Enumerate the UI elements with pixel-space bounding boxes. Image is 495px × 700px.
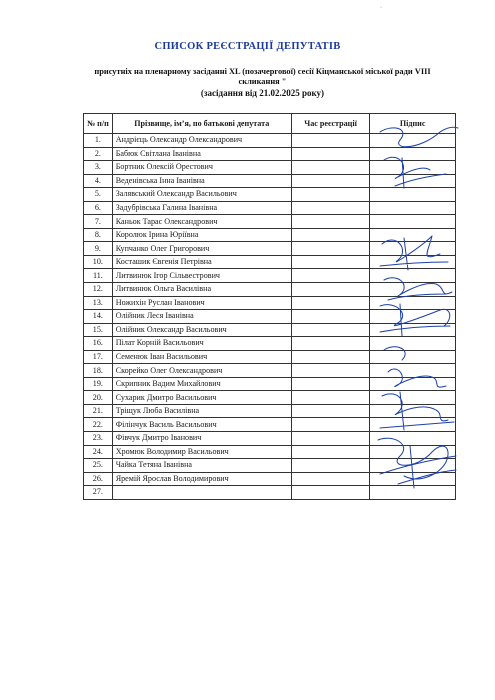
signature-cell — [370, 296, 456, 310]
signature-cell — [370, 269, 456, 283]
row-number: 16. — [84, 337, 113, 351]
table-row — [84, 188, 456, 202]
signature-cell — [370, 215, 456, 229]
signature-cell — [370, 201, 456, 215]
deputy-name: Олійник Олександр Васильович — [112, 323, 291, 337]
registration-time — [291, 459, 370, 473]
registration-time — [291, 134, 370, 148]
registration-time — [291, 283, 370, 297]
row-number: 26. — [84, 472, 113, 486]
table-row — [84, 432, 456, 446]
deputy-name: Яремій Ярослав Володимирович — [112, 472, 291, 486]
table-row — [84, 404, 456, 418]
signature-cell — [370, 323, 456, 337]
deputy-name: Залявський Олександр Васильович — [112, 188, 291, 202]
row-number: 12. — [84, 283, 113, 297]
registration-time — [291, 445, 370, 459]
registration-time — [291, 201, 370, 215]
signature-cell — [370, 418, 456, 432]
table-row — [84, 283, 456, 297]
registration-time — [291, 188, 370, 202]
row-number: 18. — [84, 364, 113, 378]
deputy-name: Бортник Олексій Орестович — [112, 161, 291, 175]
registration-time — [291, 296, 370, 310]
deputy-name: Андрієць Олександр Олександрович — [112, 134, 291, 148]
registration-time — [291, 350, 370, 364]
session-date: (засідання від 21.02.2025 року) — [200, 88, 325, 98]
row-number: 2. — [84, 147, 113, 161]
row-number: 20. — [84, 391, 113, 405]
table-row — [84, 310, 456, 324]
registration-time — [291, 228, 370, 242]
signature-cell — [370, 174, 456, 188]
registration-time — [291, 418, 370, 432]
signature-cell — [370, 377, 456, 391]
table-row — [84, 337, 456, 351]
registration-time — [291, 242, 370, 256]
signature-cell — [370, 391, 456, 405]
row-number: 25. — [84, 459, 113, 473]
table-row — [84, 228, 456, 242]
row-number: 11. — [84, 269, 113, 283]
table-row — [84, 350, 456, 364]
row-number: 24. — [84, 445, 113, 459]
subtitle-line-1: присутніх на пленарному засіданні XL (позачергової) сесії Кіцманської міської ради VIII — [94, 67, 431, 76]
deputy-name: Сухарик Дмитро Васильович — [112, 391, 291, 405]
deputy-name: Тріщук Люба Василівна — [112, 404, 291, 418]
deputy-name: Королюк Ірина Юріївна — [112, 228, 291, 242]
signature-cell — [370, 459, 456, 473]
registration-time — [291, 310, 370, 324]
registration-time — [291, 377, 370, 391]
registration-time — [291, 323, 370, 337]
registration-time — [291, 391, 370, 405]
signature-cell — [370, 404, 456, 418]
signature-cell — [370, 445, 456, 459]
table-row — [84, 201, 456, 215]
column-header-time: Час реєстрації — [291, 114, 370, 134]
deputy-name: Косташик Євгенія Петрівна — [112, 255, 291, 269]
signature-cell — [370, 350, 456, 364]
table-row — [84, 269, 456, 283]
row-number: 10. — [84, 255, 113, 269]
signature-cell — [370, 161, 456, 175]
deputy-name: Задубрівська Галина Іванівна — [112, 201, 291, 215]
signature-cell — [370, 188, 456, 202]
registration-time — [291, 269, 370, 283]
registration-time — [291, 486, 370, 500]
table-row — [84, 323, 456, 337]
subtitle-line-2: скликання " — [238, 77, 287, 86]
signature-cell — [370, 472, 456, 486]
column-header-num: № п/п — [84, 114, 113, 134]
deputy-name: Скрипник Вадим Михайлович — [112, 377, 291, 391]
deputy-name: Фівчук Дмитро Іванович — [112, 432, 291, 446]
registration-time — [291, 472, 370, 486]
row-number: 13. — [84, 296, 113, 310]
signature-cell — [370, 242, 456, 256]
document-title: СПИСОК РЕЄСТРАЦІЇ ДЕПУТАТІВ — [154, 41, 341, 52]
table-row — [84, 391, 456, 405]
table-row — [84, 445, 456, 459]
deputy-name — [112, 486, 291, 500]
corner-mark: · — [380, 5, 382, 11]
table-row — [84, 174, 456, 188]
registration-time — [291, 255, 370, 269]
table-row — [84, 486, 456, 500]
deputy-name: Хромюк Володимир Васильович — [112, 445, 291, 459]
deputy-name: Купчанко Олег Григорович — [112, 242, 291, 256]
table-row — [84, 161, 456, 175]
signature-cell — [370, 134, 456, 148]
column-header-name: Прізвище, ім’я, по батькові депутата — [112, 114, 291, 134]
table-row — [84, 242, 456, 256]
deputy-name: Веденівська Інна Іванівна — [112, 174, 291, 188]
deputy-name: Ножихін Руслан Іванович — [112, 296, 291, 310]
signature-cell — [370, 147, 456, 161]
deputy-name: Скорейко Олег Олександрович — [112, 364, 291, 378]
table-body — [84, 134, 456, 500]
row-number: 19. — [84, 377, 113, 391]
row-number: 4. — [84, 174, 113, 188]
row-number: 22. — [84, 418, 113, 432]
registration-time — [291, 147, 370, 161]
row-number: 14. — [84, 310, 113, 324]
row-number: 15. — [84, 323, 113, 337]
registration-time — [291, 174, 370, 188]
row-number: 3. — [84, 161, 113, 175]
column-header-signature: Підпис — [370, 114, 456, 134]
deputy-name: Олійник Леся Іванівна — [112, 310, 291, 324]
signature-cell — [370, 283, 456, 297]
signature-cell — [370, 255, 456, 269]
row-number: 1. — [84, 134, 113, 148]
registration-time — [291, 215, 370, 229]
deputy-name: Бабюк Світлана Іванівна — [112, 147, 291, 161]
signature-cell — [370, 228, 456, 242]
table-row — [84, 418, 456, 432]
deputy-name: Семенюк Іван Васильович — [112, 350, 291, 364]
table-row — [84, 255, 456, 269]
table-row — [84, 472, 456, 486]
row-number: 9. — [84, 242, 113, 256]
row-number: 7. — [84, 215, 113, 229]
table-header-row — [84, 114, 456, 134]
row-number: 6. — [84, 201, 113, 215]
table-row — [84, 296, 456, 310]
table-row — [84, 215, 456, 229]
signature-cell — [370, 432, 456, 446]
table-row — [84, 377, 456, 391]
deputy-name: Пілат Корній Васильович — [112, 337, 291, 351]
table-row — [84, 147, 456, 161]
row-number: 23. — [84, 432, 113, 446]
deputy-name: Каньок Тарас Олександрович — [112, 215, 291, 229]
deputy-name: Литвинюк Ігор Сільвестрович — [112, 269, 291, 283]
row-number: 21. — [84, 404, 113, 418]
table-row — [84, 134, 456, 148]
deputy-name: Чайка Тетяна Іванівна — [112, 459, 291, 473]
deputy-name: Литвинюк Ольга Василівна — [112, 283, 291, 297]
registration-time — [291, 364, 370, 378]
registration-time — [291, 161, 370, 175]
registration-table — [83, 113, 456, 500]
registration-time — [291, 337, 370, 351]
table-row — [84, 364, 456, 378]
signature-cell — [370, 310, 456, 324]
signature-cell — [370, 486, 456, 500]
row-number: 5. — [84, 188, 113, 202]
deputy-name: Філінчук Василь Васильович — [112, 418, 291, 432]
row-number: 17. — [84, 350, 113, 364]
signature-cell — [370, 364, 456, 378]
registration-time — [291, 404, 370, 418]
table-row — [84, 459, 456, 473]
row-number: 8. — [84, 228, 113, 242]
registration-time — [291, 432, 370, 446]
row-number: 27. — [84, 486, 113, 500]
signature-cell — [370, 337, 456, 351]
